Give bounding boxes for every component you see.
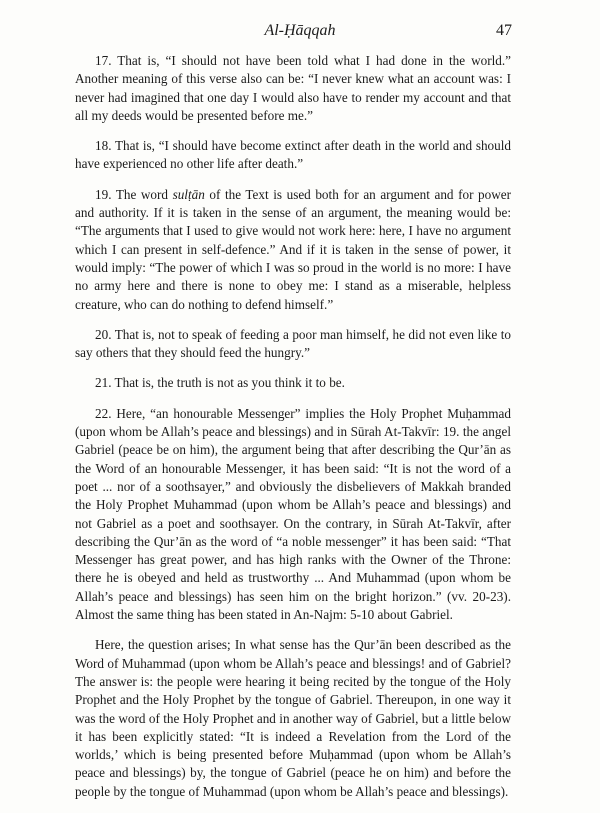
note-21: 21. That is, the truth is not as you think it to be.: [95, 375, 345, 391]
note-19: [75, 186, 511, 314]
page-number: 47: [496, 22, 512, 39]
note-19-rest: of the Text is used both for an argument and for power and authority. If it is taken in the sense of an argument, the meaning would be: “The arguments that I used to give would not work here: here, I have no argument which I can present in self-defence.” And if it is taken in the sense of power, it would imply: “The power of which I was so proud in the world is no more: I have no army here and there is none to obey me: I stand as a miserable, helpless creature, who can do nothing to defend himself.”: [75, 186, 511, 312]
note-19-term: sulṭān: [172, 186, 205, 202]
note-17: 17. That is, “I should not have been told what I had done in the world.” Another meaning of this verse also can be: “I never knew what an account was: I never had imagined that one day I would also have to render my account and that all my deeds would be presented before me.”: [75, 53, 511, 123]
note-18: 18. That is, “I should have become extinct after death in the world and should have experienced no other life after death.”: [75, 138, 511, 172]
note-19-lead: 19. The word: [95, 186, 173, 202]
note-22: 22. Here, “an honourable Messenger” implies the Holy Prophet Muḥammad (upon whom be Allah’s peace and blessings) and in Sūrah At-Takvīr: 19. the angel Gabriel (peace be on him), the argument being that after describing the Qur’ān as the Word of an honourable Messenger, it has been said: “It is not the word of a poet ... nor of a soothsayer,” and obviously the disbelievers of Makkah branded the Holy Prophet Muhammad (upon whom be Allah’s peace and blessings) and not Gabriel as a poet and soothsayer. On the contrary, in Sūrah At-Takvīr, after describing the Qur’ān as the word of “a noble messenger” it has been said: “That Messenger has great power, and has high ranks with the Owner of the Throne: there he is obeyed and held as trustworthy ... And Muhammad (upon whom be Allah’s peace and blessings) has seen him on the bright horizon.” (vv. 20-23). Almost the same thing has been stated in An-Najm: 5-10 about Gabriel.: [75, 405, 511, 623]
note-20: 20. That is, not to speak of feeding a poor man himself, he did not even like to say others that they should feed the hungry.”: [75, 326, 511, 361]
page-header: [0, 20, 600, 44]
note-22-continued: Here, the question arises; In what sense has the Qur’ān been described as the Word of Muhammad (upon whom be Allah’s peace and blessings! and of Gabriel? The answer is: the people were hearing it being recited by the tongue of the Holy Prophet and the Holy Prophet by the tongue of Gabriel. Thereupon, in one way it was the word of the Holy Prophet and in another way of Gabriel, but a little below it has been explicitly stated: “It is indeed a Revelation from the Lord of the worlds,’ which is being presented before Muḥammad (upon whom be Allah’s peace and blessings) by, the tongue of Gabriel (peace he on him) and before the people by the tongue of Muhammad (upon whom be Allah’s peace and blessings).: [75, 637, 511, 799]
running-title: Al-Ḥāqqah: [264, 22, 336, 39]
page-body: [75, 52, 511, 801]
